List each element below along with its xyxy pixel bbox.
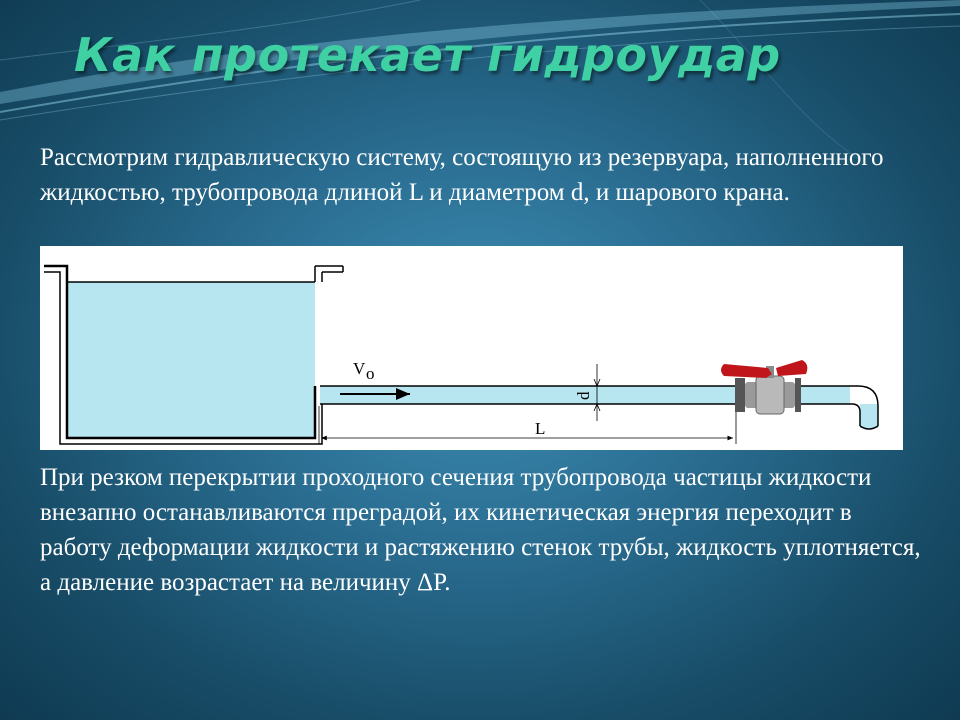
- velocity-label: V: [353, 359, 366, 378]
- intro-paragraph: Рассмотрим гидравлическую систему, состоящую из резервуара, наполненного жидкостью, трубопровода длиной L и диаметром d, и шарового крана.: [40, 144, 884, 206]
- diameter-label: d: [574, 391, 593, 400]
- reservoir-tank: [44, 266, 343, 444]
- explanation-paragraph: При резком перекрытии проходного сечения трубопровода частицы жидкости внезапно останавливаются преградой, их кинетическая энергия переходит в работу деформации жидкости и растяжению стенок трубы, жидкость уплотняется, а давление возрастает на величину ΔP.: [40, 464, 921, 596]
- length-label: L: [535, 419, 546, 438]
- slide-title: Как протекает гидроудар: [74, 28, 781, 82]
- hydraulic-system-diagram: [40, 246, 903, 450]
- velocity-subscript: o: [366, 364, 375, 383]
- length-dimension: [319, 406, 736, 444]
